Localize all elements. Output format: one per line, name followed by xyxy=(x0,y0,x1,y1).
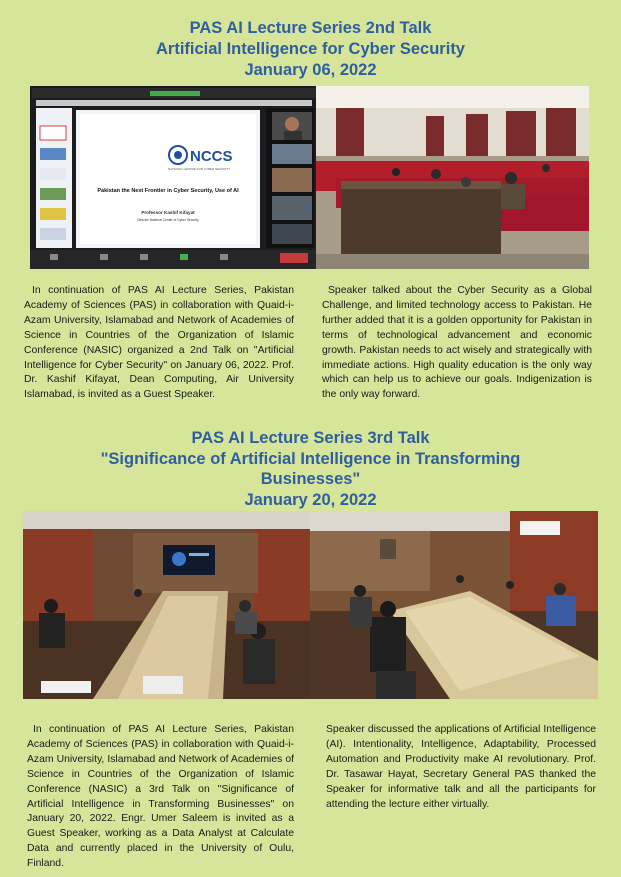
slide-heading: Pakistan the Next Frontier in Cyber Security, Use of AI xyxy=(97,188,239,194)
talk3-title-line2: "Significance of Artificial Intelligence in Transforming xyxy=(100,450,521,468)
talk2-photo-auditorium xyxy=(316,86,589,269)
talk3-title-line1: PAS AI Lecture Series 3rd Talk xyxy=(191,429,430,447)
slide-logo-subtitle: NATIONAL CENTRE FOR CYBER SECURITY xyxy=(168,167,231,171)
talk3-photo-conference-room-left xyxy=(23,511,311,699)
slide-logo-text: NCCS xyxy=(190,148,233,165)
talk3-title-line3: Businesses" xyxy=(260,470,361,488)
talk3-paragraph-left: In continuation of PAS AI Lecture Series, Pakistan Academy of Sciences (PAS) in collaboration with Quaid-i-Azam University, Islamabad and Network of Academies of Science in Countries of the Organization of Islamic Conference (NASIC) a 3rd Talk on "Significance of Artificial Intelligence in Transforming Businesses" on January 20, 2022. Engr. Umer Saleem is invited as a Guest Speaker, working as a Data Analyst at Calculate Data and currently placed in the University of Oulu, Finland. xyxy=(27,724,294,870)
talk2-paragraph-left: In continuation of PAS AI Lecture Series, Pakistan Academy of Sciences (PAS) in collaboration with Quaid-i-Azam University, Islamabad and Network of Academies of Science in Countries of the Organization of Islamic Conference (NASIC) organized a 2nd Talk on "Artificial Intelligence for Cyber Security" on January 06, 2022. Prof. Dr. Kashif Kifayat, Dean Computing, Air University Islamabad, is invited as a Guest Speaker. xyxy=(24,285,294,401)
talk3-title-line4: January 20, 2022 xyxy=(244,491,377,509)
talk2-title-line2: Artificial Intelligence for Cyber Security xyxy=(155,40,465,58)
presentation-screen xyxy=(163,545,215,575)
framed-portrait xyxy=(380,539,396,559)
slide-speaker: Professor Kashif Kifayat xyxy=(141,210,195,215)
talk2-photo-video-call xyxy=(30,86,318,269)
talk2-paragraph-right: Speaker talked about the Cyber Security as a Global Challenge, and limited technology access to Pakistan. He further added that it is a golden opportunity for Pakistan in terms of technological advancement and economic growth. Pakistan needs to act wisely and strategically with immediate actions. High quality education is the only way which can help us to achieve our goals. Indigenization is the only way forward. xyxy=(322,285,592,401)
talk2-title-line1: PAS AI Lecture Series 2nd Talk xyxy=(189,19,432,37)
slide-speaker-role: Director National Center of Cyber Security xyxy=(137,218,199,222)
talk3-photo-conference-room-right xyxy=(310,511,598,699)
talk2-title-line3: January 06, 2022 xyxy=(244,61,377,79)
talk3-paragraph-right: Speaker discussed the applications of Artificial Intelligence (AI). Intentionality, Intelligence, Adaptability, Processed Automation and Productivity make AI revolutionary. Prof. Dr. Tasawar Hayat, Secretary General PAS thanked the Speaker for informative talk and all the participants for attending the lecture either virtually. xyxy=(326,724,596,810)
